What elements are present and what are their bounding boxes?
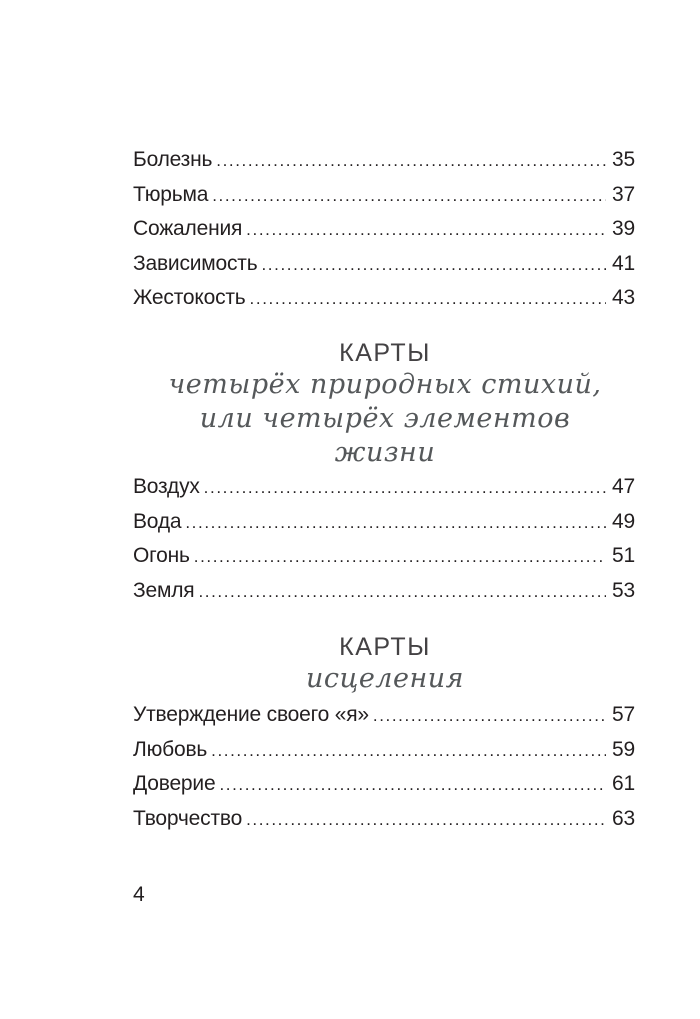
toc-entry-page: 61 [612,772,635,795]
toc-entry-title: Творчество [133,806,243,830]
toc-entry-title: Сожаления [133,217,243,240]
toc-leader-dots [211,741,606,761]
toc-entry-title: Жестокость [133,286,246,309]
toc-entry-title: Болезнь [133,148,213,171]
toc-entry [133,475,635,510]
toc-leader-dots [198,582,606,602]
toc-entry-page: 35 [612,148,635,171]
toc-entry-page: 41 [612,251,635,275]
toc-leader-dots [204,478,606,498]
section-heading-healing [100,632,670,696]
page-number: 4 [133,883,145,906]
toc-entry [133,807,635,842]
toc-entry-page: 37 [612,182,635,206]
toc-leader-dots [185,513,606,533]
toc-list-1 [133,148,635,321]
toc-leader-dots [219,775,606,795]
toc-entry [133,703,635,738]
toc-entry-page: 39 [612,217,635,240]
section-heading-elements [100,338,670,470]
toc-entry-title: Любовь [133,737,208,761]
toc-entry-page: 53 [612,578,635,602]
toc-entry-page: 59 [612,737,635,761]
section-heading-script-line: жизни [334,437,436,468]
toc-leader-dots [246,810,606,830]
toc-entry-title: Доверие [133,772,216,795]
toc-list-healing [133,703,635,841]
toc-leader-dots [373,706,606,726]
toc-entry [133,252,635,287]
toc-leader-dots [261,255,606,275]
toc-entry [133,579,635,614]
section-heading-caps: КАРТЫ [339,339,431,367]
toc-entry [133,772,635,807]
section-heading-caps: КАРТЫ [339,633,431,661]
toc-leader-dots [194,547,606,567]
toc-entry-page: 49 [612,509,635,533]
toc-entry-page: 57 [612,703,635,726]
toc-entry [133,544,635,579]
toc-entry-title: Тюрьма [133,182,209,206]
section-heading-script-line: исцеления [305,663,465,694]
toc-entry [133,217,635,252]
toc-entry-title: Земля [133,578,195,602]
toc-leader-dots [216,151,606,171]
toc-entry-title: Огонь [133,544,190,567]
toc-entry-title: Утверждение своего «я» [133,703,369,726]
toc-entry [133,183,635,218]
toc-entry [133,738,635,773]
toc-entry-page: 47 [612,475,635,498]
toc-leader-dots [250,289,606,309]
section-heading-script-line: четырёх природных стихий, [168,369,602,400]
toc-leader-dots [246,220,606,240]
toc-entry [133,148,635,183]
section-heading-script-line: или четырёх элементов [199,403,571,434]
toc-entry-title: Зависимость [133,251,258,275]
toc-entry-page: 51 [612,544,635,567]
toc-entry-title: Вода [133,509,182,533]
toc-entry [133,510,635,545]
toc-entry-page: 63 [612,806,635,830]
toc-leader-dots [212,186,606,206]
toc-entry-page: 43 [612,286,635,309]
toc-entry-title: Воздух [133,475,200,498]
toc-list-elements [133,475,635,613]
toc-entry [133,286,635,321]
